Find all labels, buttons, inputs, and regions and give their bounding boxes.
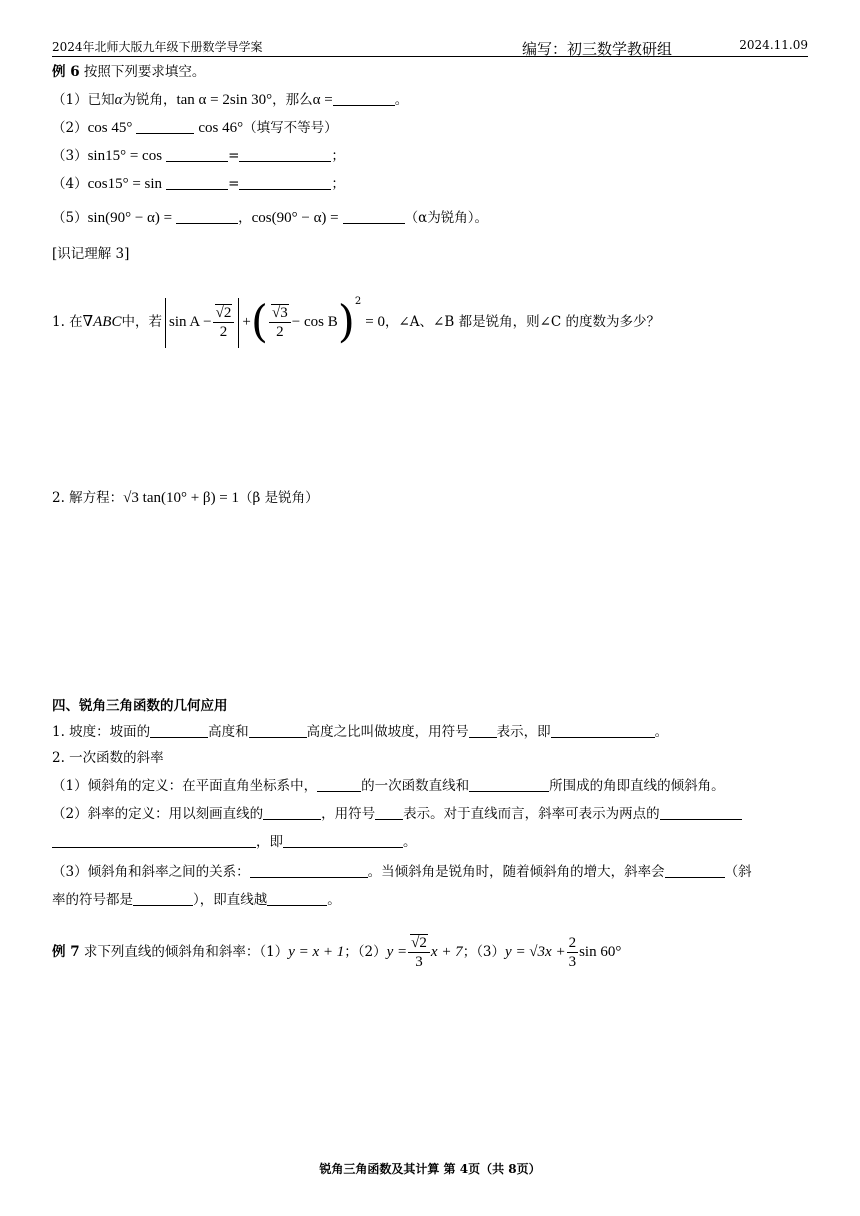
q4-blank-2[interactable]: [239, 175, 331, 190]
q2-number: （2）: [52, 120, 88, 136]
q3-blank-1[interactable]: [166, 147, 228, 162]
ex6-q4: [52, 174, 345, 194]
p2-equation: √3 tan(10° + β) = 1: [123, 490, 240, 506]
ex6-title-line: [52, 62, 205, 82]
p2-note: （β 是锐角）: [239, 490, 319, 506]
slope-blank-2[interactable]: [249, 723, 307, 738]
slope-def-a: 1. 坡度：坡面的: [52, 724, 151, 740]
relation-blank-3[interactable]: [133, 891, 193, 906]
gradient-formula-blank[interactable]: [283, 833, 403, 848]
ex6-q3: [52, 146, 345, 166]
header-title: 2024年北师大版九年级下册数学导学案: [52, 40, 263, 54]
q4-equals: =: [228, 176, 240, 192]
q1-answer-blank[interactable]: [333, 91, 395, 106]
q1-text: 为锐角，: [122, 92, 177, 108]
p1-equals-zero: = 0: [365, 314, 385, 330]
q5-separator: ，: [238, 210, 252, 226]
abs-right-bar: [238, 298, 239, 348]
p1-plus: +: [242, 314, 251, 330]
section4-title: 四、锐角三角函数的几何应用: [52, 698, 228, 714]
relation-blank-1[interactable]: [250, 863, 368, 878]
ex7-eq3-num: 2: [568, 935, 577, 951]
ex7-eq2-rest: x + 7: [430, 944, 463, 960]
sec4-line-5: [52, 832, 417, 852]
slope-def-d: 表示，即: [496, 724, 551, 740]
q2-left: cos 45°: [87, 120, 133, 136]
ex7-line: [52, 930, 621, 974]
slope-def-b: 高度和: [208, 724, 249, 740]
p2-number: 2. 解方程：: [52, 490, 124, 506]
ex6-q2: [52, 118, 338, 138]
slope-blank-1[interactable]: [150, 723, 208, 738]
q3-equation: sin15° = cos: [87, 148, 163, 164]
q1-equation: tan α = 2sin 30°: [176, 92, 273, 108]
q2-answer-blank[interactable]: [136, 119, 194, 134]
p1-frac-sqrt3-over-2: [269, 304, 291, 341]
gradient-def-end: 。: [403, 834, 417, 850]
ex7-label: 例 7: [52, 944, 80, 960]
relation-b: 。当倾斜角是锐角时，随着倾斜角的增大，斜率会: [367, 864, 665, 880]
ex7-eq2-den: 3: [415, 954, 423, 970]
q1-alpha: α: [114, 92, 123, 108]
q4-equation: cos15° = sin: [87, 176, 163, 192]
q3-end: ；: [331, 148, 345, 164]
header-author: 编写：初三数学教研组: [522, 42, 673, 58]
abs-left-bar: [165, 298, 166, 348]
q3-equals: =: [228, 148, 240, 164]
gradient-blank-1[interactable]: [263, 805, 321, 820]
ex7-case-1: （1）: [259, 944, 289, 960]
ex6-q5: [52, 208, 488, 228]
incline-def-c: 所围成的角即直线的倾斜角。: [549, 778, 725, 794]
sec4-line-7: [52, 890, 341, 910]
slope-def-end: 。: [654, 724, 669, 740]
ex7-eq2-num: √2: [411, 935, 427, 951]
incline-blank-1[interactable]: [317, 777, 361, 792]
relation-c: （斜: [724, 864, 752, 880]
ex7-case-3: （3）: [476, 944, 506, 960]
paren-close: ): [337, 296, 355, 348]
p1-triangle: ∇ABC: [82, 314, 122, 330]
sec3-problem-1: [52, 276, 661, 348]
q1-then: ，那么: [272, 92, 313, 108]
p1-denominator-2: 2: [276, 324, 284, 340]
ex7-equation-1: y = x + 1: [288, 944, 345, 960]
p1-sqrt2: √2: [215, 305, 232, 321]
ex7-frac-sqrt2-over-3: [408, 934, 430, 971]
q2-right: cos 46°: [198, 120, 244, 136]
q4-number: （4）: [52, 176, 88, 192]
q5-number: （5）: [52, 210, 88, 226]
q3-blank-2[interactable]: [239, 147, 331, 162]
ex6-label: 例 6: [52, 64, 80, 80]
relation-end: 。: [327, 892, 341, 908]
ex7-eq2-lhs: y =: [386, 944, 408, 960]
slope-symbol-blank[interactable]: [469, 723, 497, 738]
ex7-intro: 求下列直线的倾斜角和斜率：: [83, 944, 260, 960]
q2-note: （填写不等号）: [243, 120, 338, 136]
incline-def-a: （1）倾斜角的定义：在平面直角坐标系中，: [52, 778, 318, 794]
sec4-line-4: [52, 804, 742, 824]
gradient-blank-2[interactable]: [660, 805, 742, 820]
q4-end: ；: [331, 176, 345, 192]
p1-question: ，∠A、∠B 都是锐角，则∠C 的度数为多少？: [384, 314, 661, 330]
slope-def-c: 高度之比叫做坡度，用符号: [306, 724, 469, 740]
relation-e: ），即直线越: [193, 892, 268, 908]
p1-number: 1. 在: [52, 314, 83, 330]
q3-number: （3）: [52, 148, 88, 164]
gradient-blank-3[interactable]: [52, 833, 256, 848]
incline-def-b: 的一次函数直线和: [361, 778, 470, 794]
q5-blank-2[interactable]: [343, 209, 405, 224]
ex7-eq3-den: 3: [568, 954, 577, 970]
gradient-def-e: ，即: [256, 834, 283, 850]
ex6-intro: 按照下列要求填空。: [83, 64, 206, 80]
q5-sin-expr: sin(90° − α) =: [87, 210, 173, 226]
relation-blank-2[interactable]: [665, 863, 725, 878]
paren-open: (: [250, 296, 269, 348]
page-header: [52, 36, 808, 57]
sec3-problem-2: [52, 488, 319, 508]
relation-d: 率的符号都是: [52, 892, 133, 908]
ex7-frac-2-over-3: [567, 934, 579, 971]
q1-number: （1）已知: [52, 92, 115, 108]
q1-end: 。: [394, 92, 409, 108]
relation-blank-4[interactable]: [267, 891, 327, 906]
gradient-def-b: ，用符号: [321, 806, 376, 822]
p1-frac-sqrt2-over-2: [213, 304, 235, 341]
ex7-case-2: （2）: [357, 944, 387, 960]
section3-label: [识记理解 3]: [52, 246, 130, 262]
p1-cos-b: − cos B: [291, 314, 338, 330]
gradient-def-a: （2）斜率的定义：用以刻画直线的: [52, 806, 264, 822]
q5-blank-1[interactable]: [176, 209, 238, 224]
relation-a: （3）倾斜角和斜率之间的关系：: [52, 864, 250, 880]
q5-cos-expr: cos(90° − α) =: [251, 210, 339, 226]
p1-square: 2: [354, 296, 362, 307]
ex7-sep-2: ；: [462, 944, 477, 960]
q5-note: （α为锐角）。: [404, 210, 489, 226]
q4-blank-1[interactable]: [166, 175, 228, 190]
gradient-symbol-blank[interactable]: [375, 805, 403, 820]
sec4-line-2: 2. 一次函数的斜率: [52, 750, 164, 766]
ex6-q1: [52, 90, 408, 110]
p1-sin-a: sin A −: [168, 314, 212, 330]
p1-text: 中，若: [121, 314, 162, 330]
incline-blank-2[interactable]: [469, 777, 549, 792]
gradient-def-c: 表示。对于直线而言，斜率可表示为两点的: [403, 806, 660, 822]
page-footer: 锐角三角函数及其计算 第 4页（共 8页）: [319, 1162, 541, 1176]
header-date: 2024.11.09: [739, 38, 808, 52]
p1-denominator: 2: [219, 324, 228, 340]
sec4-line-3: [52, 776, 725, 796]
slope-formula-blank[interactable]: [551, 723, 655, 738]
ex7-eq3-lhs: y = √3x +: [505, 944, 566, 960]
ex7-sep-1: ；: [344, 944, 358, 960]
sec4-line-6: [52, 862, 752, 882]
ex7-eq3-rest: sin 60°: [579, 944, 622, 960]
q1-alpha-eq: α =: [312, 92, 333, 108]
p1-sqrt3: √3: [272, 305, 288, 321]
sec4-line-1: [52, 722, 668, 742]
